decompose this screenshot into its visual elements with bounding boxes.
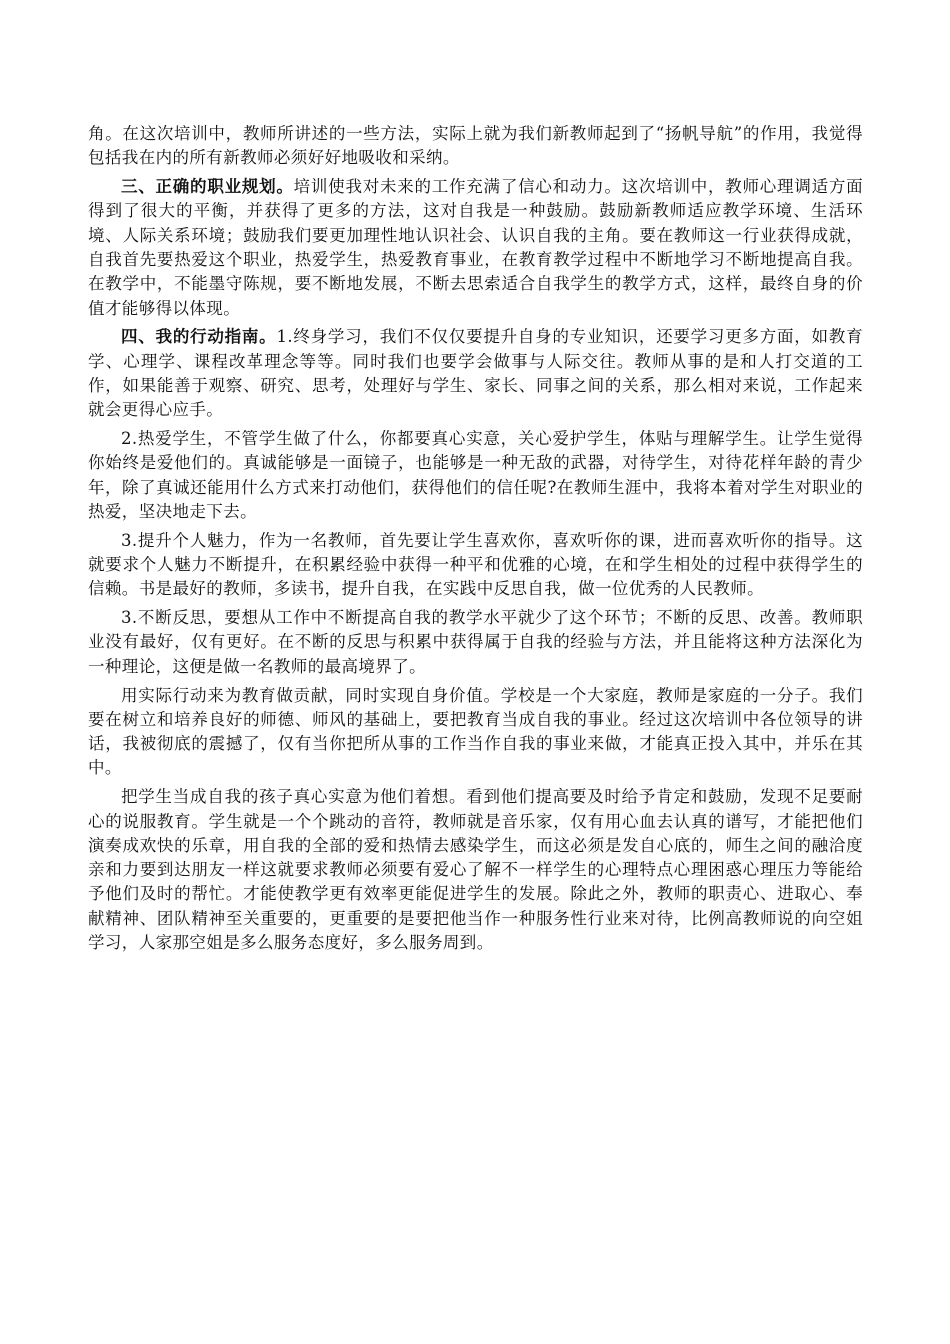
document-page [88, 122, 863, 960]
paragraph-text: 2.热爱学生，不管学生做了什么，你都要真心实意，关心爱护学生，体贴与理解学生。让学生觉得你始终是爱他们的。真诚能够是一面镜子，也能够是一种无敌的武器，对待学生，对待花样年龄的青少年，除了真诚还能用什么方式来打动他们，获得他们的信任呢?在教师生涯中，我将本着对学生对职业的热爱，坚决地走下去。 [88, 429, 863, 521]
paragraph-reflection [88, 606, 863, 679]
paragraph-text: 角。在这次培训中，教师所讲述的一些方法，实际上就为我们新教师起到了“扬帆导航”的作用，我觉得包括我在内的所有新教师必须好好地吸收和采纳。 [88, 124, 863, 168]
paragraph-students-as-children [88, 785, 863, 955]
paragraph-contribution [88, 684, 863, 781]
paragraph-text: 用实际行动来为教育做贡献，同时实现自身价值。学校是一个大家庭，教师是家庭的一分子。我们要在树立和培养良好的师德、师风的基础上，要把教育当成自我的事业。经过这次培训中各位领导的讲话，我被彻底的震撼了，仅有当你把所从事的工作当作自我的事业来做，才能真正投入其中，并乐在其中。 [88, 685, 863, 778]
paragraph-love-students [88, 427, 863, 524]
section-heading-career-planning: 三、正确的职业规划。 [121, 177, 294, 197]
paragraph-text: 3.提升个人魅力，作为一名教师，首先要让学生喜欢你，喜欢听你的课，进而喜欢听你的指导。这就要求个人魅力不断提升，在积累经验中获得一种平和优雅的心境，在和学生相处的过程中获得学生的信赖。书是最好的教师，多读书，提升自我，在实践中反思自我，做一位优秀的人民教师。 [88, 530, 863, 599]
paragraph-career-planning [88, 175, 863, 321]
paragraph-action-guide [88, 325, 863, 422]
paragraph-personal-charm [88, 529, 863, 602]
section-heading-action-guide: 四、我的行动指南。 [121, 327, 277, 347]
paragraph-text: 3.不断反思，要想从工作中不断提高自我的教学水平就少了这个环节；不断的反思、改善。教师职业没有最好，仅有更好。在不断的反思与积累中获得属于自我的经验与方法，并且能将这种方法深化为一种理论，这便是做一名教师的最高境界了。 [88, 608, 863, 676]
paragraph-continuation [88, 122, 863, 171]
paragraph-text: 培训使我对未来的工作充满了信心和动力。这次培训中，教师心理调适方面得到了很大的平衡，并获得了更多的方法，这对自我是一种鼓励。鼓励新教师适应教学环境、生活环境、人际关系环境；鼓励我们要更加理性地认识社会、认识自我的主角。要在教师这一行业获得成就，自我首先要热爱这个职业，热爱学生，热爱教育事业，在教育教学过程中不断地学习不断地提高自我。在教学中，不能墨守陈规，要不断地发展，不断去思索适合自我学生的教学方式，这样，最终自身的价值才能够得以体现。 [88, 177, 864, 318]
paragraph-text: 把学生当成自我的孩子真心实意为他们着想。看到他们提高要及时给予肯定和鼓励，发现不足要耐心的说服教育。学生就是一个个跳动的音符，教师就是音乐家，仅有用心血去认真的谱写，才能把他们演奏成欢快的乐章，用自我的全部的爱和热情去感染学生，而这必须是发自心底的，师生之间的融洽度亲和力要到达朋友一样这就要求教师必须要有爱心了解不一样学生的心理特点心理困惑心理压力等能给予他们及时的帮忙。才能使教学更有效率更能促进学生的发展。除此之外，教师的职责心、进取心、奉献精神、团队精神至关重要的，更重要的是要把他当作一种服务性行业来对待，比例高教师说的向空姐学习，人家那空姐是多么服务态度好，多么服务周到。 [88, 787, 863, 952]
paragraph-text: 1.终身学习，我们不仅仅要提升自身的专业知识，还要学习更多方面，如教育学、心理学、课程改革理念等等。同时我们也要学会做事与人际交往。教师从事的是和人打交道的工作，如果能善于观察、研究、思考，处理好与学生、家长、同事之间的关系，那么相对来说，工作起来就会更得心应手。 [88, 327, 863, 420]
